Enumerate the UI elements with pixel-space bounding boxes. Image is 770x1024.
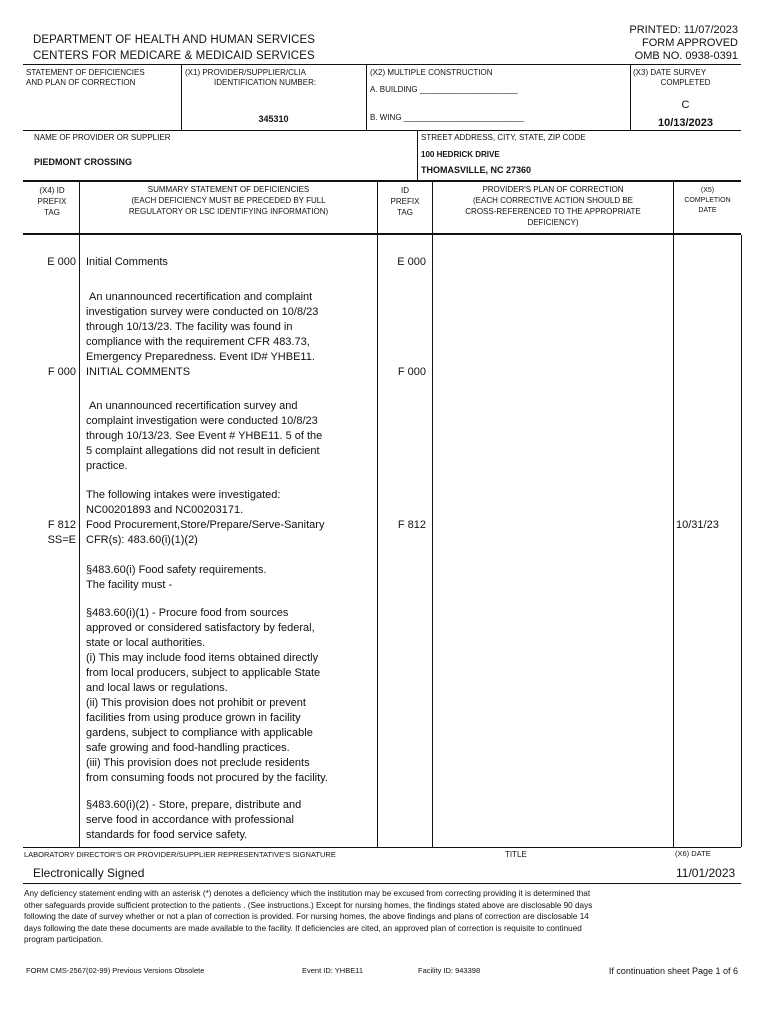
summary-header: REGULATORY OR LSC IDENTIFYING INFORMATION): [128, 207, 329, 216]
signature-date: 11/01/2023: [676, 866, 736, 880]
f812-tag: F 812: [47, 519, 76, 531]
f812-scope-severity: SS=E: [47, 534, 76, 546]
f812-paragraph: §483.60(i)(2) - Store, prepare, distribute and serve food in accordance with professional standards for food service safety.: [86, 799, 302, 841]
x5-header: COMPLETION: [684, 197, 731, 204]
f000-text: An unannounced recertification survey and complaint investigation were conducted 10/8/23 through 10/13/23. See Event # YHBE11. 5 of the 5 complaint allegations did not result in deficient practice.: [86, 400, 323, 472]
f812-id: F 812: [397, 519, 426, 531]
address-label: STREET ADDRESS, CITY, STATE, ZIP CODE: [421, 133, 586, 142]
address-line2: THOMASVILLE, NC 27360: [421, 165, 532, 175]
divider: [432, 235, 433, 847]
f000-id: F 000: [397, 366, 426, 378]
plan-header: (EACH CORRECTIVE ACTION SHOULD BE: [472, 196, 634, 205]
plan-header: CROSS-REFERENCED TO THE APPROPRIATE: [465, 207, 641, 216]
department-title: DEPARTMENT OF HEALTH AND HUMAN SERVICES: [33, 34, 316, 46]
title-label: TITLE: [505, 850, 527, 859]
e000-id: E 000: [397, 256, 426, 268]
f812-completion-date: 10/31/23: [676, 519, 719, 531]
signature-label: LABORATORY DIRECTOR'S OR PROVIDER/SUPPLIER REPRESENTATIVE'S SIGNATURE: [24, 850, 336, 859]
event-id: Event ID: YHBE11: [302, 966, 364, 975]
rule: [23, 180, 741, 182]
x4-header: PREFIX: [37, 197, 67, 206]
rule: [23, 883, 741, 884]
rule: [23, 233, 741, 235]
centers-title: CENTERS FOR MEDICARE & MEDICAID SERVICES: [33, 50, 315, 62]
divider: [417, 130, 418, 180]
f000-tag: F 000: [47, 366, 76, 378]
id-header: PREFIX: [390, 197, 420, 206]
rule: [23, 847, 741, 848]
divider: [673, 235, 674, 847]
id-header: TAG: [397, 208, 413, 217]
e000-title: Initial Comments: [86, 256, 168, 268]
provider-name: PIEDMONT CROSSING: [34, 157, 133, 167]
e000-tag: E 000: [47, 256, 76, 268]
page-number: If continuation sheet Page 1 of 6: [608, 966, 738, 976]
provider-label: NAME OF PROVIDER OR SUPPLIER: [34, 133, 171, 142]
date-label: (X6) DATE: [675, 849, 711, 858]
x2-wing: B. WING ___________________________: [370, 113, 524, 122]
f000-intakes: The following intakes were investigated: NC00201893 and NC00203171.: [86, 489, 281, 516]
form-number: FORM CMS-2567(02-99) Previous Versions Obsolete: [26, 966, 205, 975]
f812-paragraph: §483.60(i)(1) - Procure food from sources approved or considered satisfactory by federal, state or local authorities. (i) This may include food items obtained directly from local producers, subject to applicable State and local laws or regulations. (ii) This provision does not prohibit or prevent facilities from using produce grown in facility gardens, subject to compliance with applicable safe growing and food-handling practices. (iii) This provision does not preclude residents from consuming foods not procured by the facility.: [86, 607, 328, 784]
e000-text: An unannounced recertification and complaint investigation survey were conducted on 10/8/23 through 10/13/23. The facility was found in compliance with the requirement CFR 483.73, Emergency Preparedness. Event ID# YHBE11.: [86, 291, 319, 363]
f812-paragraph: §483.60(i) Food safety requirements. The facility must -: [86, 564, 267, 591]
footnote: Any deficiency statement ending with an asterisk (*) denotes a deficiency which the institution may be excused from correcting providing it is determined that other safeguards provide sufficient protection to the patients . (See instructions.) Except for nursing homes, the findings stated above are disclosable 90 days following the date of survey whether or not a plan of correction is provided. For nursing homes, the above findings and plans of correction are disclosable 14 days following the date these documents are made available to the facility. If deficiencies are cited, an approved plan of correction is requisite to continued program participation.: [24, 889, 593, 944]
survey-letter: C: [681, 99, 690, 111]
plan-header: DEFICIENCY): [527, 218, 579, 227]
x5-header: (X5): [700, 187, 715, 194]
address-line1: 100 HEDRICK DRIVE: [421, 150, 500, 159]
f000-title: INITIAL COMMENTS: [86, 366, 191, 378]
divider: [741, 235, 742, 847]
form-approved: FORM APPROVED: [642, 37, 738, 49]
facility-id: Facility ID: 943398: [418, 966, 481, 975]
x2-building: A. BUILDING ______________________: [370, 85, 518, 94]
divider: [366, 64, 367, 130]
x5-header: DATE: [698, 207, 717, 214]
x4-header: TAG: [44, 208, 60, 217]
survey-completed-date: 10/13/2023: [657, 117, 714, 129]
id-header: ID: [401, 186, 409, 195]
x1-label: IDENTIFICATION NUMBER:: [214, 78, 317, 87]
rule: [23, 130, 741, 131]
statement-label: AND PLAN OF CORRECTION: [26, 78, 136, 87]
divider: [79, 235, 80, 847]
divider: [377, 235, 378, 847]
x1-label: (X1) PROVIDER/SUPPLIER/CLIA: [185, 68, 306, 77]
f812-title: Food Procurement,Store/Prepare/Serve-Sanitary CFR(s): 483.60(i)(1)(2): [86, 519, 325, 546]
statement-label: STATEMENT OF DEFICIENCIES: [26, 68, 145, 77]
plan-header: PROVIDER'S PLAN OF CORRECTION: [482, 185, 624, 194]
summary-header: (EACH DEFICIENCY MUST BE PRECEDED BY FULL: [131, 196, 326, 205]
printed-date: PRINTED: 11/07/2023: [629, 24, 738, 36]
x4-header: (X4) ID: [39, 186, 65, 195]
provider-id-number: 345310: [258, 114, 289, 124]
top-rule: [23, 64, 741, 65]
x3-label: (X3) DATE SURVEY: [633, 68, 707, 77]
x3-label: COMPLETED: [660, 78, 711, 87]
signature-value: Electronically Signed: [33, 866, 145, 880]
summary-header: SUMMARY STATEMENT OF DEFICIENCIES: [147, 185, 310, 194]
x2-label: (X2) MULTIPLE CONSTRUCTION: [370, 68, 493, 77]
omb-number: OMB NO. 0938-0391: [634, 50, 738, 62]
